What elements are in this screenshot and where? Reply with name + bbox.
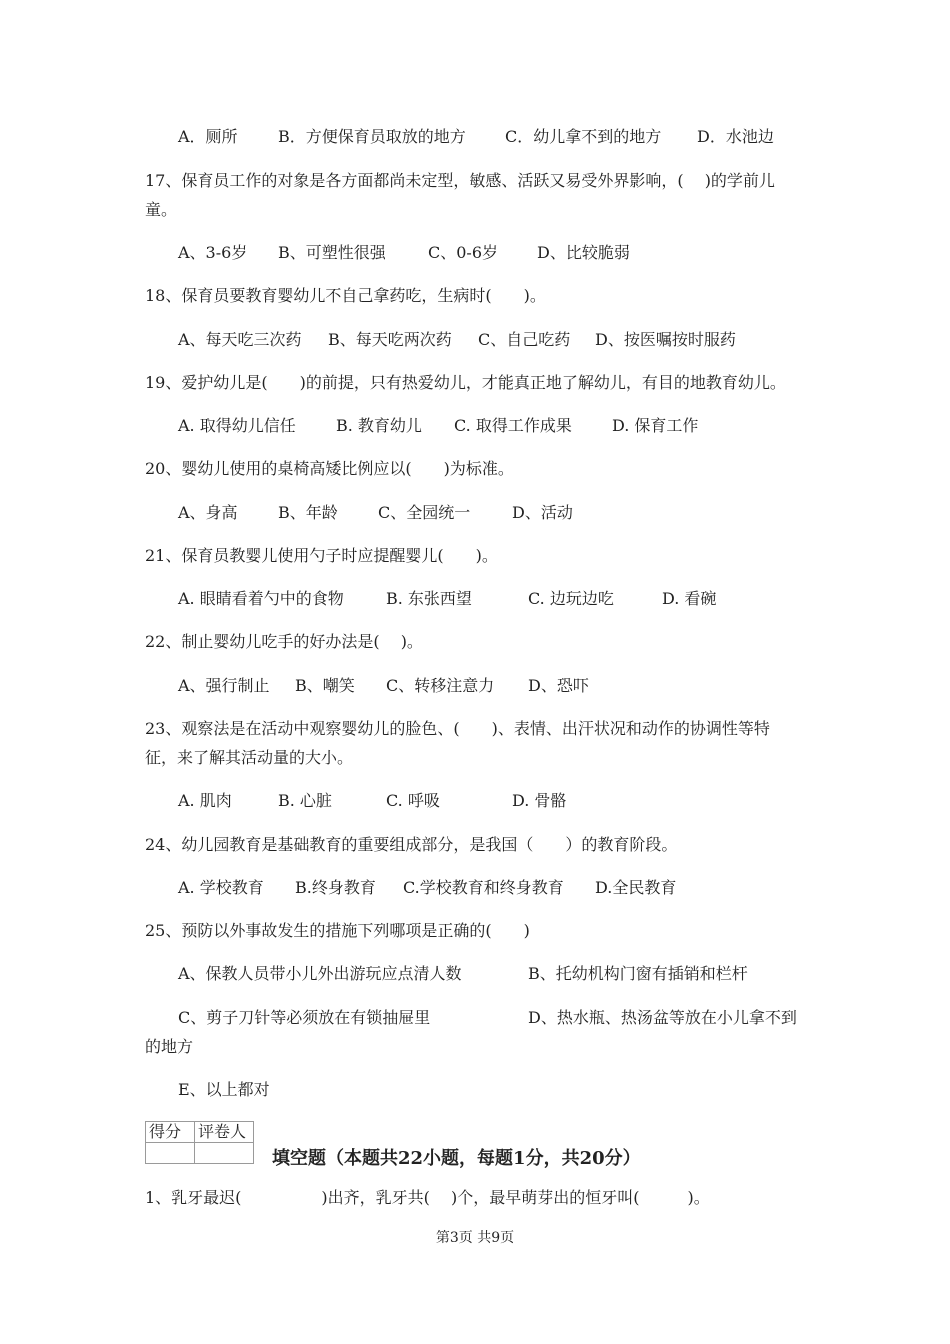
q19-option-c: C. 取得工作成果	[454, 416, 572, 435]
q25-text: 25、预防以外事故发生的措施下列哪项是正确的( )	[145, 921, 530, 940]
q23-option-d: D. 骨骼	[512, 791, 567, 810]
score-header: 得分	[146, 1122, 195, 1143]
q24-text: 24、幼儿园教育是基础教育的重要组成部分，是我国（ ）的教育阶段。	[145, 835, 678, 854]
q20-text: 20、婴幼儿使用的桌椅高矮比例应以( )为标准。	[145, 459, 514, 478]
q17-option-c: C、0-6岁	[428, 243, 499, 262]
q17-text-line1: 17、保育员工作的对象是各方面都尚未定型，敏感、活跃又易受外界影响，( )的学前儿	[145, 171, 775, 190]
page-footer: 第3页 共9页	[435, 1230, 515, 1246]
q19-option-a: A. 取得幼儿信任	[178, 416, 296, 435]
q17-option-d: D、比较脆弱	[537, 243, 630, 262]
q21-option-b: B. 东张西望	[386, 589, 472, 608]
q21-text: 21、保育员教婴儿使用勺子时应提醒婴儿( )。	[145, 546, 498, 565]
q20-option-a: A、身高	[178, 503, 238, 522]
q24-option-b: B.终身教育	[295, 878, 376, 897]
q23-option-a: A. 肌肉	[178, 791, 232, 810]
section-title: 填空题（本题共22小题，每题1分，共20分）	[272, 1148, 641, 1169]
q22-option-b: B、嘲笑	[295, 676, 355, 695]
q17-option-a: A、3-6岁	[178, 243, 248, 262]
q24-option-d: D.全民教育	[595, 878, 677, 897]
q20-option-b: B、年龄	[278, 503, 338, 522]
q20-option-c: C、全园统一	[378, 503, 471, 522]
q21-option-d: D. 看碗	[662, 589, 717, 608]
q16-option-b: B．方便保育员取放的地方	[278, 127, 466, 146]
score-cell	[146, 1143, 195, 1164]
q24-option-c: C.学校教育和终身教育	[403, 878, 564, 897]
q21-option-a: A. 眼睛看着勺中的食物	[178, 589, 344, 608]
q20-option-d: D、活动	[512, 503, 573, 522]
q18-option-d: D、按医嘱按时服药	[595, 330, 736, 349]
q18-option-b: B、每天吃两次药	[328, 330, 452, 349]
q24-option-a: A. 学校教育	[178, 878, 264, 897]
q19-option-b: B. 教育幼儿	[336, 416, 422, 435]
q25-option-d: D、热水瓶、热汤盆等放在小儿拿不到	[528, 1008, 797, 1027]
q22-option-d: D、恐吓	[528, 676, 589, 695]
q18-text: 18、保育员要教育婴幼儿不自己拿药吃，生病时( )。	[145, 286, 546, 305]
q25-option-a: A、保教人员带小儿外出游玩应点清人数	[178, 964, 462, 983]
q16-option-c: C．幼儿拿不到的地方	[505, 127, 662, 146]
q25-option-d-continued: 的地方	[145, 1037, 194, 1056]
q17-option-b: B、可塑性很强	[278, 243, 386, 262]
q23-text-line2: 征，来了解其活动量的大小。	[145, 748, 354, 767]
q25-option-c: C、剪子刀针等必须放在有锁抽屉里	[178, 1008, 431, 1027]
q21-option-c: C. 边玩边吃	[528, 589, 614, 608]
q25-option-b: B、托幼机构门窗有插销和栏杆	[528, 964, 748, 983]
grader-cell	[195, 1143, 254, 1164]
q16-option-a: A．厕所	[178, 127, 238, 146]
fill-question-1: 1、乳牙最迟( )出齐，乳牙共( )个，最早萌芽出的恒牙叫( )。	[145, 1188, 710, 1207]
q22-text: 22、制止婴幼儿吃手的好办法是( )。	[145, 632, 423, 651]
q25-option-e: E、以上都对	[178, 1080, 270, 1099]
q19-option-d: D. 保育工作	[612, 416, 699, 435]
q16-option-d: D．水池边	[697, 127, 774, 146]
q17-text-line2: 童。	[145, 200, 178, 219]
q23-option-c: C. 呼吸	[386, 791, 440, 810]
q18-option-c: C、自己吃药	[478, 330, 571, 349]
score-table	[145, 1121, 254, 1164]
grader-header: 评卷人	[195, 1122, 254, 1143]
q18-option-a: A、每天吃三次药	[178, 330, 302, 349]
q19-text: 19、爱护幼儿是( )的前提，只有热爱幼儿，才能真正地了解幼儿，有目的地教育幼儿。	[145, 373, 786, 392]
q22-option-a: A、强行制止	[178, 676, 270, 695]
q22-option-c: C、转移注意力	[386, 676, 495, 695]
q23-text-line1: 23、观察法是在活动中观察婴幼儿的脸色、( )、表情、出汗状况和动作的协调性等特	[145, 719, 770, 738]
q23-option-b: B. 心脏	[278, 791, 332, 810]
